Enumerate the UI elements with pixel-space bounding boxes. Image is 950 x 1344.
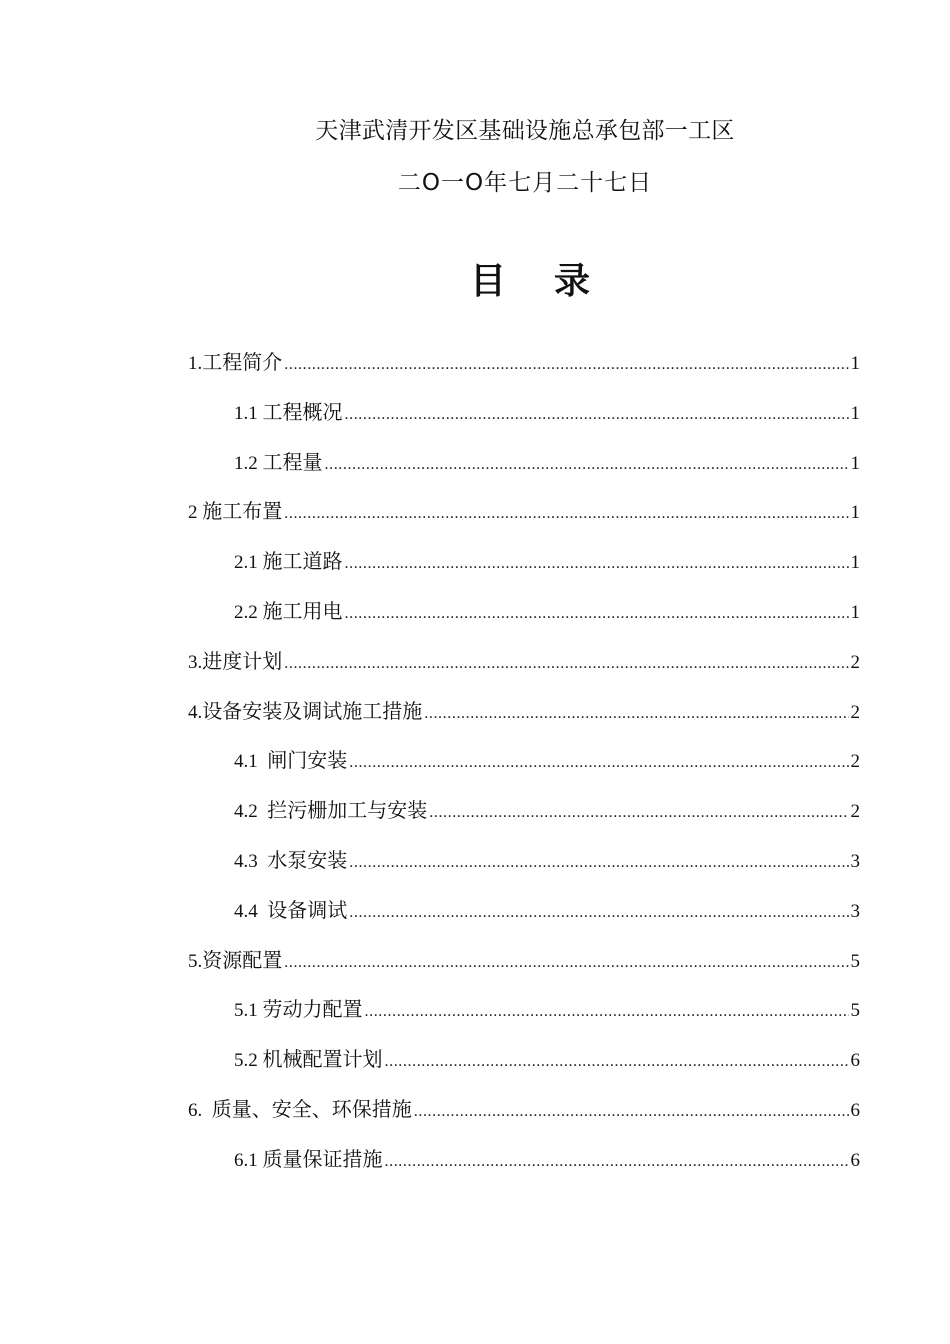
toc-entry-page-number: 6 (850, 1099, 860, 1121)
toc-entry[interactable] (188, 985, 860, 1035)
toc-dot-leader (424, 689, 848, 739)
toc-entry-text (234, 985, 363, 1036)
toc-entry-label: 设备安装及调试施工措施 (202, 698, 423, 723)
document-date: 二O一O年七月二十七日 (397, 170, 653, 196)
toc-dot-leader (345, 589, 849, 639)
toc-entry-number: 5.1 (234, 1000, 263, 1022)
toc-entry-number: 4.4 (234, 900, 268, 922)
toc-entry-text (234, 537, 343, 588)
toc-entry-text (234, 736, 347, 787)
toc-entry[interactable] (188, 487, 860, 537)
toc-entry-label: 工程量 (262, 449, 323, 474)
toc-entry-page-number: 2 (850, 801, 860, 823)
toc-entry-label: 施工布置 (202, 499, 283, 524)
toc-entry-label: 水泵安装 (267, 847, 348, 872)
toc-entry[interactable] (188, 338, 860, 388)
toc-entry-page-number: 5 (850, 950, 860, 972)
toc-entry-page-number: 1 (850, 402, 860, 424)
toc-entry-label: 拦污栅加工与安装 (267, 798, 428, 823)
toc-entry-number: 4. (188, 701, 203, 723)
toc-entry[interactable] (188, 786, 860, 836)
toc-entry-number: 3. (188, 651, 203, 673)
toc-entry-number: 6. (188, 1099, 212, 1121)
toc-entry-text (234, 438, 323, 489)
toc-entry[interactable] (188, 587, 860, 637)
toc-entry-number: 1.2 (234, 452, 263, 474)
toc-dot-leader (284, 938, 848, 988)
toc-dot-leader (284, 489, 848, 539)
toc-entry-page-number: 3 (850, 900, 860, 922)
toc-entry[interactable] (188, 1035, 860, 1085)
toc-entry[interactable] (188, 1085, 860, 1135)
toc-entry-number: 4.1 (234, 751, 268, 773)
toc-entry-text (234, 1035, 383, 1086)
toc-entry-label: 闸门安装 (267, 748, 348, 773)
toc-entry-page-number: 1 (850, 601, 860, 623)
toc-entry-number: 2.2 (234, 601, 263, 623)
toc-dot-leader (325, 440, 849, 490)
toc-entry-number: 5. (188, 950, 203, 972)
toc-entry-label: 质量、安全、环保措施 (211, 1096, 412, 1121)
toc-entry-page-number: 2 (850, 701, 860, 723)
toc-entry-text (234, 836, 347, 887)
toc-entry-number: 4.3 (234, 850, 268, 872)
toc-entry-label: 机械配置计划 (262, 1047, 383, 1072)
toc-entry[interactable] (188, 886, 860, 936)
toc-dot-leader (345, 390, 849, 440)
toc-entry-page-number: 1 (850, 452, 860, 474)
toc-dot-leader (345, 539, 849, 589)
toc-entry-number: 6.1 (234, 1149, 263, 1171)
toc-title: 目录 (470, 261, 639, 302)
toc-entry-text (188, 936, 282, 987)
toc-dot-leader (284, 639, 848, 689)
toc-entry-text (188, 487, 282, 538)
toc-entry[interactable] (188, 687, 860, 737)
toc-entry-text (234, 1135, 383, 1186)
toc-entry-number: 2 (188, 502, 203, 524)
toc-entry-page-number: 2 (850, 751, 860, 773)
toc-entry-number: 2.1 (234, 552, 263, 574)
toc-dot-leader (349, 838, 848, 888)
toc-dot-leader (365, 987, 849, 1037)
toc-entry-label: 工程概况 (262, 399, 343, 424)
toc-dot-leader (414, 1087, 849, 1137)
toc-entry-text (234, 786, 427, 837)
toc-entry-page-number: 1 (850, 552, 860, 574)
toc-entry[interactable] (188, 736, 860, 786)
toc-entry-number: 1.1 (234, 402, 263, 424)
toc-entry[interactable] (188, 537, 860, 587)
toc-entry-page-number: 3 (850, 850, 860, 872)
toc-entry-page-number: 2 (850, 651, 860, 673)
toc-entry-page-number: 1 (850, 353, 860, 374)
toc-entry-label: 施工道路 (262, 549, 343, 574)
toc-dot-leader (385, 1037, 849, 1087)
toc-dot-leader (349, 738, 848, 788)
toc-entry-text (188, 687, 422, 738)
toc-entry-text (188, 637, 282, 688)
toc-entry-label: 设备调试 (267, 897, 348, 922)
table-of-contents (188, 338, 860, 1185)
toc-entry[interactable] (188, 936, 860, 986)
toc-entry[interactable] (188, 637, 860, 687)
toc-entry-page-number: 6 (850, 1050, 860, 1072)
toc-entry-text (188, 338, 282, 389)
toc-entry-label: 施工用电 (262, 598, 343, 623)
toc-entry[interactable] (188, 836, 860, 886)
toc-entry-text (234, 886, 347, 937)
toc-entry[interactable] (188, 1135, 860, 1185)
toc-entry-text (188, 1085, 412, 1136)
toc-entry-number: 5.2 (234, 1050, 263, 1072)
toc-entry-label: 工程简介 (202, 350, 283, 374)
toc-entry-page-number: 6 (850, 1149, 860, 1171)
toc-entry-label: 劳动力配置 (262, 997, 363, 1022)
toc-entry-page-number: 5 (850, 1000, 860, 1022)
toc-entry[interactable] (188, 438, 860, 488)
toc-dot-leader (349, 888, 848, 938)
organization-name: 天津武清开发区基础设施总承包部一工区 (315, 118, 735, 144)
toc-entry-number: 4.2 (234, 801, 268, 823)
toc-dot-leader (429, 788, 848, 838)
toc-dot-leader (284, 340, 848, 390)
toc-dot-leader (385, 1137, 849, 1187)
toc-entry-label: 资源配置 (202, 947, 283, 972)
toc-entry-text (234, 587, 343, 638)
toc-entry-page-number: 1 (850, 502, 860, 524)
toc-entry-label: 进度计划 (202, 648, 283, 673)
toc-entry-number: 1. (188, 353, 203, 374)
toc-entry-text (234, 388, 343, 439)
toc-entry[interactable] (188, 388, 860, 438)
toc-entry-label: 质量保证措施 (262, 1146, 383, 1171)
